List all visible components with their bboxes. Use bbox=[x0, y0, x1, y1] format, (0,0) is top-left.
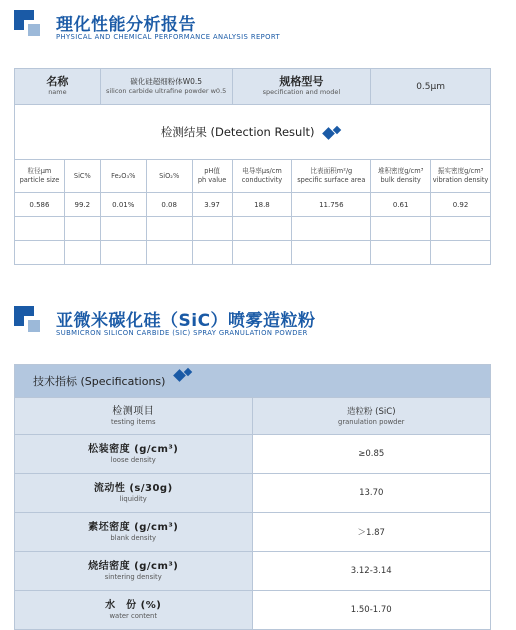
column-header-en: ph value bbox=[197, 176, 227, 184]
name-value-en: silicon carbide ultrafine powder w0.5 bbox=[106, 87, 227, 95]
detection-result-heading bbox=[15, 105, 491, 160]
column-header-en: specific surface area bbox=[297, 176, 366, 184]
name-value: 碳化硅超细粉体W0.5 bbox=[130, 77, 203, 86]
table-cell bbox=[146, 241, 192, 265]
diamond-icon bbox=[175, 369, 195, 381]
name-value-cell bbox=[100, 69, 232, 105]
specifications-heading bbox=[15, 365, 491, 398]
table-cell bbox=[64, 241, 100, 265]
granulation-powder-header bbox=[252, 398, 491, 435]
section-square-icon bbox=[14, 10, 36, 32]
column-header-cn: pH值 bbox=[204, 167, 220, 175]
table-cell: 3.97 bbox=[192, 193, 232, 217]
table-row bbox=[15, 217, 491, 241]
name-label: 名称 bbox=[46, 75, 69, 88]
column-header-cn: 粒径μm bbox=[27, 167, 52, 175]
column-header bbox=[192, 160, 232, 193]
table-cell: 18.8 bbox=[232, 193, 292, 217]
column-header bbox=[64, 160, 100, 193]
table-cell bbox=[192, 217, 232, 241]
spec-item-cell bbox=[15, 552, 253, 591]
spec-item-cn: 松装密度 (g/cm³) bbox=[88, 444, 179, 455]
table-cell bbox=[232, 241, 292, 265]
column-header bbox=[146, 160, 192, 193]
spec-label: 规格型号 bbox=[279, 75, 324, 88]
name-label-en: name bbox=[48, 88, 67, 96]
specifications-table bbox=[14, 364, 491, 630]
spec-item-cell bbox=[15, 474, 253, 513]
spec-value: 1.50-1.70 bbox=[252, 591, 491, 630]
spec-item-en: blank density bbox=[110, 534, 157, 542]
spec-value: 3.12-3.14 bbox=[252, 552, 491, 591]
table-cell bbox=[232, 217, 292, 241]
table-row bbox=[15, 193, 491, 217]
table-cell bbox=[292, 217, 371, 241]
analysis-report-table bbox=[14, 68, 491, 265]
spec-row bbox=[15, 552, 491, 591]
spec-item-en: liquidity bbox=[119, 495, 147, 503]
section1-subtitle: PHYSICAL AND CHEMICAL PERFORMANCE ANALYSIS REPORT bbox=[56, 33, 281, 41]
spec-value: 13.70 bbox=[252, 474, 491, 513]
spec-row bbox=[15, 591, 491, 630]
column-header-en: particle size bbox=[19, 176, 60, 184]
table-cell bbox=[192, 241, 232, 265]
specifications-title: 技术指标 (Specifications) bbox=[33, 375, 166, 388]
spec-item-cn: 烧结密度 (g/cm³) bbox=[88, 561, 179, 572]
granulation-powder-en: granulation powder bbox=[338, 417, 405, 426]
spec-item-cn: 水 份 (%) bbox=[105, 600, 162, 611]
spec-item-cell bbox=[15, 591, 253, 630]
table-cell bbox=[292, 241, 371, 265]
column-header bbox=[15, 160, 65, 193]
spec-row bbox=[15, 513, 491, 552]
detection-title: 检测结果 (Detection Result) bbox=[160, 125, 315, 139]
table-cell bbox=[15, 241, 65, 265]
column-header-cn: 振实密度g/cm³ bbox=[437, 167, 484, 175]
spec-row bbox=[15, 435, 491, 474]
granulation-powder-cn: 造粒粉 (SiC) bbox=[346, 406, 396, 417]
testing-items-en: testing items bbox=[110, 418, 156, 426]
column-header-en: conductivity bbox=[241, 176, 283, 184]
table-cell bbox=[15, 217, 65, 241]
column-header-cn: SiO₂% bbox=[159, 171, 180, 180]
name-label-cell bbox=[15, 69, 101, 105]
table-cell bbox=[64, 217, 100, 241]
table-cell bbox=[371, 217, 431, 241]
spec-item-en: sintering density bbox=[104, 573, 162, 581]
section2-header bbox=[14, 306, 374, 342]
spec-label-en: specification and model bbox=[262, 88, 341, 96]
spec-item-en: water content bbox=[109, 612, 158, 620]
column-header-en: vibration density bbox=[432, 176, 489, 184]
column-header bbox=[371, 160, 431, 193]
spec-item-en: loose density bbox=[110, 456, 156, 464]
testing-items-header bbox=[15, 398, 253, 435]
table-cell bbox=[146, 217, 192, 241]
section-square-icon bbox=[14, 306, 36, 328]
spec-label-cell bbox=[232, 69, 371, 105]
table-row bbox=[15, 241, 491, 265]
column-header bbox=[292, 160, 371, 193]
table-cell: 0.61 bbox=[371, 193, 431, 217]
column-header bbox=[100, 160, 146, 193]
table-cell: 0.01% bbox=[100, 193, 146, 217]
column-header-row bbox=[15, 160, 491, 193]
column-header-cn: 比表面积m²/g bbox=[310, 167, 353, 175]
spec-item-cell bbox=[15, 513, 253, 552]
testing-items-cn: 检测项目 bbox=[112, 406, 155, 417]
table-cell bbox=[100, 241, 146, 265]
column-header bbox=[232, 160, 292, 193]
table-cell bbox=[100, 217, 146, 241]
spec-value: ＞1.87 bbox=[252, 513, 491, 552]
table-cell bbox=[431, 217, 491, 241]
table-cell: 99.2 bbox=[64, 193, 100, 217]
column-header-cn: 电导率μs/cm bbox=[242, 167, 282, 175]
column-header-en: bulk density bbox=[380, 176, 421, 184]
column-header-cn: Fe₂O₃% bbox=[111, 171, 136, 180]
spec-value: ≥0.85 bbox=[252, 435, 491, 474]
table-cell bbox=[431, 241, 491, 265]
column-header-cn: SiC% bbox=[73, 171, 91, 180]
spec-item-cn: 素坯密度 (g/cm³) bbox=[88, 522, 179, 533]
table-cell: 0.586 bbox=[15, 193, 65, 217]
column-header-cn: 堆积密度g/cm³ bbox=[377, 167, 424, 175]
spec-item-cn: 流动性 (s/30g) bbox=[93, 483, 173, 494]
spec-item-cell bbox=[15, 435, 253, 474]
section2-title: 亚微米碳化硅（SiC）喷雾造粒粉 bbox=[56, 311, 316, 331]
column-header bbox=[431, 160, 491, 193]
section2-subtitle: SUBMICRON SILICON CARBIDE (SIC) SPRAY GRANULATION POWDER bbox=[56, 329, 308, 337]
diamond-icon bbox=[324, 127, 344, 139]
section1-title: 理化性能分析报告 bbox=[56, 15, 196, 35]
table-cell: 0.92 bbox=[431, 193, 491, 217]
spec-value: 0.5μm bbox=[371, 69, 491, 105]
spec-row bbox=[15, 474, 491, 513]
table-cell: 11.756 bbox=[292, 193, 371, 217]
section1-header bbox=[14, 10, 334, 46]
table-cell bbox=[371, 241, 431, 265]
table-cell: 0.08 bbox=[146, 193, 192, 217]
